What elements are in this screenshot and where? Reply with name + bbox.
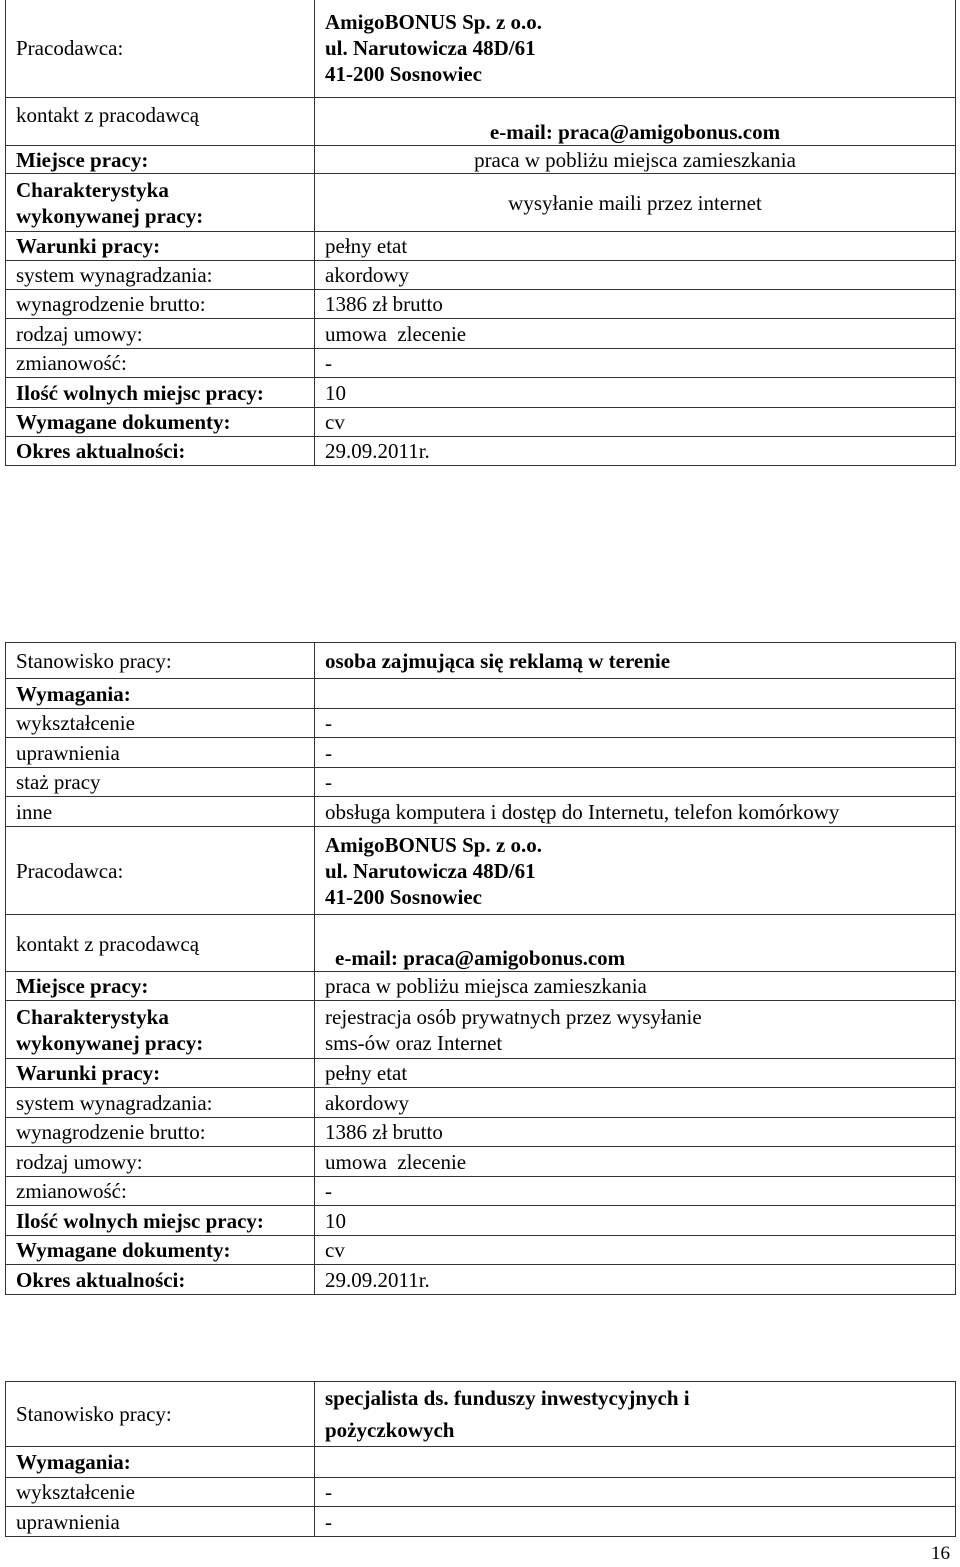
place-label: Miejsce pracy: [6,146,315,174]
salary-label: wynagrodzenie brutto: [6,290,315,319]
shift-value: - [315,1177,956,1206]
contract-row [6,319,956,349]
education-label: wykształcenie [6,1478,315,1507]
validity-value: 29.09.2011r. [315,1265,956,1295]
experience-row [6,768,956,797]
salary-value: 1386 zł brutto [315,290,956,319]
characteristics-value [315,1001,956,1059]
characteristics-value: wysyłanie maili przez internet [315,174,956,232]
contact-label: kontakt z pracodawcą [6,915,315,972]
contact-row [6,98,956,146]
education-value: - [315,1478,956,1507]
permissions-label: uprawnienia [6,1507,315,1537]
offer-table-2 [5,642,956,1295]
experience-label: staż pracy [6,768,315,797]
employer-line: 41-200 Sosnowiec [325,62,482,86]
employer-line: 41-200 Sosnowiec [325,884,482,909]
permissions-label: uprawnienia [6,738,315,768]
offer-table-3 [5,1381,956,1537]
conditions-value: pełny etat [315,1059,956,1088]
requirements-value [315,1447,956,1478]
contact-row [6,915,956,972]
place-row [6,146,956,174]
contract-label: rodzaj umowy: [6,319,315,349]
documents-label: Wymagane dokumenty: [6,408,315,437]
offer-table-1 [5,0,956,466]
other-value: obsługa komputera i dostęp do Internetu, telefon komórkowy [315,797,956,827]
paysystem-value: akordowy [315,261,956,290]
contract-value: umowa zlecenie [315,319,956,349]
position-label: Stanowisko pracy: [6,643,315,679]
characteristics-label-line: wykonywanej pracy: [16,203,204,228]
validity-row [6,437,956,466]
documents-value: cv [315,1236,956,1265]
validity-label: Okres aktualności: [6,1265,315,1295]
place-value: praca w pobliżu miejsca zamieszkania [315,972,956,1001]
conditions-label: Warunki pracy: [6,1059,315,1088]
shift-label: zmianowość: [6,1177,315,1206]
validity-row [6,1265,956,1295]
contact-value[interactable]: e-mail: praca@amigobonus.com [315,98,956,146]
validity-label: Okres aktualności: [6,437,315,466]
documents-row [6,408,956,437]
characteristics-row [6,174,956,232]
vacancies-label: Ilość wolnych miejsc pracy: [6,378,315,408]
vacancies-label: Ilość wolnych miejsc pracy: [6,1206,315,1236]
requirements-label: Wymagania: [6,679,315,709]
paysystem-label: system wynagradzania: [6,1088,315,1118]
employer-value [315,827,956,915]
shift-value: - [315,349,956,378]
shift-label: zmianowość: [6,349,315,378]
paysystem-row [6,261,956,290]
permissions-value: - [315,738,956,768]
requirements-row [6,679,956,709]
vacancies-value: 10 [315,1206,956,1236]
position-value-line: specjalista ds. funduszy inwestycyjnych i [325,1386,690,1410]
paysystem-value: akordowy [315,1088,956,1118]
other-label: inne [6,797,315,827]
experience-value: - [315,768,956,797]
permissions-value: - [315,1507,956,1537]
employer-row [6,0,956,98]
validity-value: 29.09.2011r. [315,437,956,466]
employer-line: ul. Narutowicza 48D/61 [325,36,536,60]
characteristics-label [6,1001,315,1059]
contract-value: umowa zlecenie [315,1147,956,1177]
employer-row [6,827,956,915]
documents-value: cv [315,408,956,437]
vacancies-row [6,1206,956,1236]
other-row [6,797,956,827]
education-value: - [315,709,956,738]
documents-row [6,1236,956,1265]
page-number: 16 [931,1543,950,1564]
education-row [6,709,956,738]
place-value: praca w pobliżu miejsca zamieszkania [315,146,956,174]
permissions-row [6,738,956,768]
salary-label: wynagrodzenie brutto: [6,1118,315,1147]
employer-value [315,0,956,98]
characteristics-label [6,174,315,232]
shift-row [6,349,956,378]
conditions-row [6,1059,956,1088]
characteristics-value-line: rejestracja osób prywatnych przez wysyłanie [325,1004,702,1029]
conditions-value: pełny etat [315,232,956,261]
position-value-line: pożyczkowych [325,1418,455,1442]
contract-label: rodzaj umowy: [6,1147,315,1177]
salary-row [6,1118,956,1147]
place-row [6,972,956,1001]
contact-value[interactable]: e-mail: praca@amigobonus.com [315,915,956,972]
documents-label: Wymagane dokumenty: [6,1236,315,1265]
requirements-row [6,1447,956,1478]
contact-label: kontakt z pracodawcą [6,98,315,146]
conditions-row [6,232,956,261]
vacancies-value: 10 [315,378,956,408]
salary-row [6,290,956,319]
paysystem-label: system wynagradzania: [6,261,315,290]
position-row [6,643,956,679]
characteristics-row [6,1001,956,1059]
requirements-label: Wymagania: [6,1447,315,1478]
characteristics-value-line: sms-ów oraz Internet [325,1030,503,1055]
employer-label: Pracodawca: [6,827,315,915]
requirements-value [315,679,956,709]
employer-label: Pracodawca: [6,0,315,98]
education-label: wykształcenie [6,709,315,738]
employer-line: AmigoBONUS Sp. z o.o. [325,10,543,34]
shift-row [6,1177,956,1206]
position-label: Stanowisko pracy: [6,1382,315,1447]
salary-value: 1386 zł brutto [315,1118,956,1147]
paysystem-row [6,1088,956,1118]
contract-row [6,1147,956,1177]
characteristics-label-line: Charakterystyka [16,1004,169,1029]
employer-line: AmigoBONUS Sp. z o.o. [325,832,543,857]
characteristics-label-line: Charakterystyka [16,177,169,202]
conditions-label: Warunki pracy: [6,232,315,261]
place-label: Miejsce pracy: [6,972,315,1001]
employer-line: ul. Narutowicza 48D/61 [325,858,536,883]
position-value: osoba zajmująca się reklamą w terenie [315,643,956,679]
education-row [6,1478,956,1507]
permissions-row [6,1507,956,1537]
position-value [315,1382,956,1447]
vacancies-row [6,378,956,408]
position-row [6,1382,956,1447]
characteristics-label-line: wykonywanej pracy: [16,1030,204,1055]
